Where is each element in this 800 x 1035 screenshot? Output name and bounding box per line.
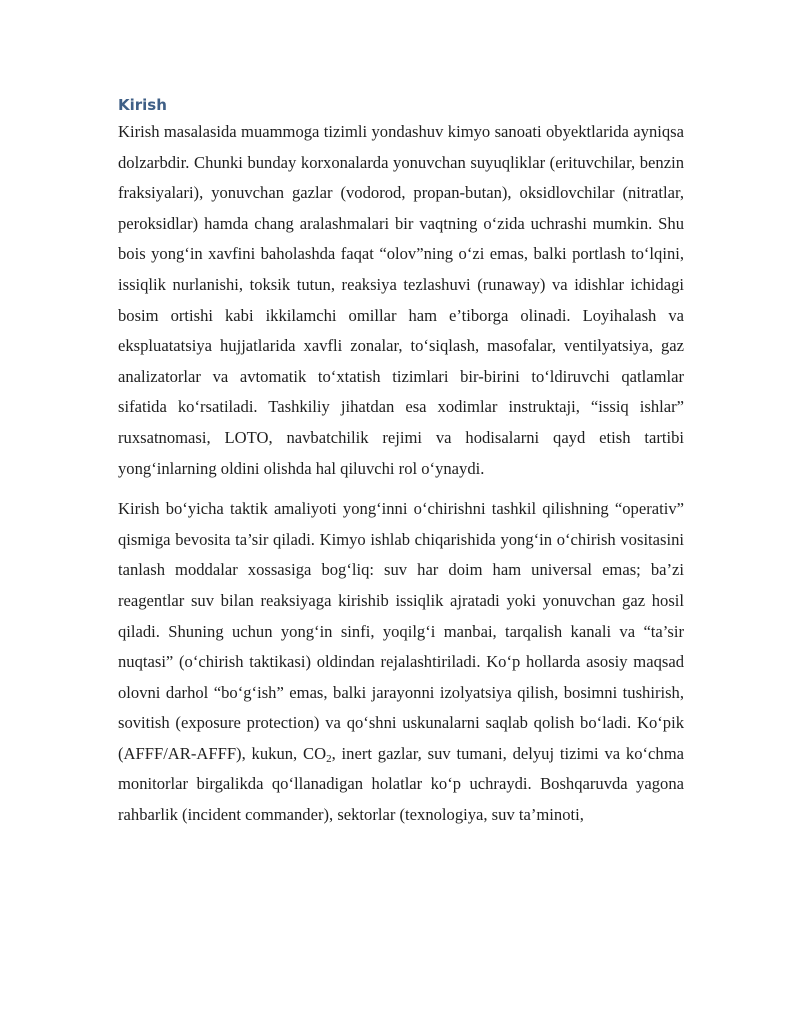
section-heading: Kirish [118,96,167,114]
paragraph-2-text-after: , inert gazlar, suv tumani, delyuj tizimi va ko‘chma monitorlar birgalikda qo‘llanadigan holatlar ko‘p uchraydi. Boshqaruvda yagona rahbarlik (incident commander), sektorlar (texnologiya, suv ta’minoti, [118,743,684,825]
paragraph-2 [118,494,684,831]
co2-subscript: 2 [326,752,332,765]
paragraph-1: Kirish masalasida muammoga tizimli yondashuv kimyo sanoati obyektlarida ayniqsa dolzarbdir. Chunki bunday korxonalarda yonuvchan suyuqliklar (erituvchilar, benzin fraksiyalari), yonuvchan gazlar (vodorod, propan-butan), oksidlovchilar (nitratlar, peroksidlar) hamda chang aralashmalari bir vaqtning o‘zida uchrashi mumkin. Shu bois yong‘in xavfini baholashda faqat “olov”ning o‘zi emas, balki portlash to‘lqini, issiqlik nurlanishi, toksik tutun, reaksiya tezlashuvi (runaway) va idishlar ichidagi bosim ortishi kabi ikkilamchi omillar ham e’tiborga olinadi. Loyihalash va ekspluatatsiya hujjatlarida xavfli zonalar, to‘siqlash, masofalar, ventilyatsiya, gaz analizatorlar va avtomatik to‘xtatish tizimlari bir-birini to‘ldiruvchi qatlamlar sifatida ko‘rsatiladi. Tashkiliy jihatdan esa xodimlar instruktaji, “issiq ishlar” ruxsatnomasi, LOTO, navbatchilik rejimi va hodisalarni qayd etish tartibi yong‘inlarning oldini olishda hal qiluvchi rol o‘ynaydi. [118,122,684,478]
document-content [118,94,684,831]
paragraph-2-text-before: Kirish bo‘yicha taktik amaliyoti yong‘inni o‘chirishni tashkil qilishning “operativ” qismiga bevosita ta’sir qiladi. Kimyo ishlab chiqarishida yong‘in o‘chirish vositasini tanlash moddalar xossasiga bog‘liq: suv har doim ham universal emas; ba’zi reagentlar suv bilan reaksiyaga kirishib issiqlik ajratadi yoki yonuvchan gaz hosil qiladi. Shuning uchun yong‘in sinfi, yoqilg‘i manbai, tarqalish kanali va “ta’sir nuqtasi” (o‘chirish taktikasi) oldindan rejalashtiriladi. Ko‘p hollarda asosiy maqsad olovni darhol “bo‘g‘ish” emas, balki jarayonni izolyatsiya qilish, bosimni tushirish, sovitish (exposure protection) va qo‘shni uskunalarni saqlab qolish bo‘ladi. Ko‘pik (AFFF/AR-AFFF), kukun, CO [118,499,684,763]
